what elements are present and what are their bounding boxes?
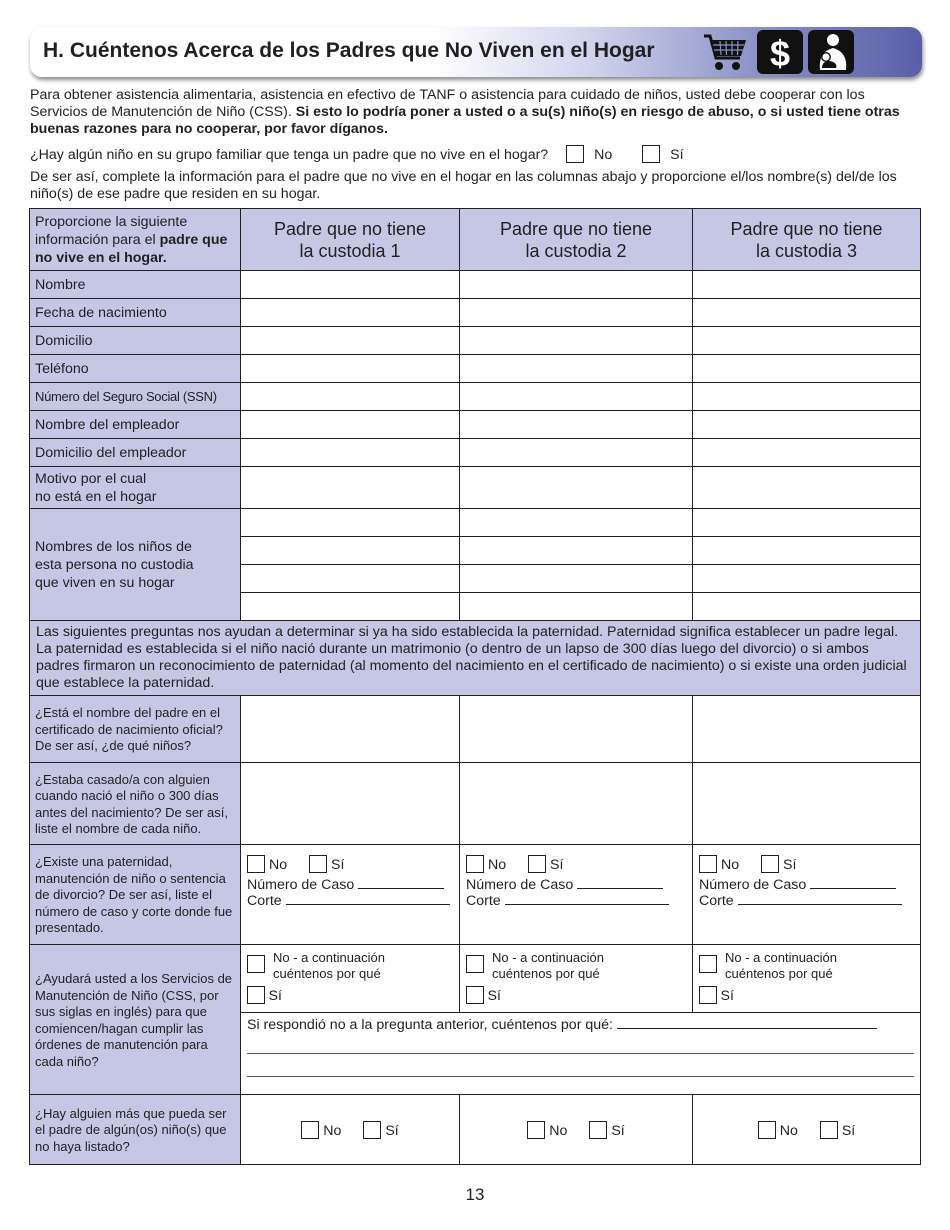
empleador-field-1[interactable]	[241, 411, 460, 439]
row-label-motivo: Motivo por el cual no está en el hogar	[30, 467, 241, 509]
numero-caso-input-2[interactable]	[577, 888, 663, 889]
household-no-checkbox[interactable]	[566, 145, 584, 163]
ayudara-no-checkbox-3[interactable]	[699, 955, 717, 973]
question-alguien: ¿Hay alguien más que pueda ser el padre de algún(os) niño(s) que no haya listado?	[30, 1095, 241, 1165]
reason-label: Si respondió no a la pregunta anterior, cuéntenos por qué:	[247, 1017, 613, 1033]
empleador-field-2[interactable]	[460, 411, 693, 439]
motivo-field-3[interactable]	[693, 467, 921, 509]
household-question	[30, 145, 920, 164]
household-si-label: Sí	[670, 147, 684, 163]
column-header-1: Padre que no tiene la custodia 1	[241, 209, 460, 271]
alguien-cell-1: No Sí	[241, 1095, 460, 1165]
nino-field-4-1[interactable]	[241, 593, 460, 621]
alguien-cell-3: No Sí	[693, 1095, 921, 1165]
dollar-icon	[757, 30, 803, 74]
paternidad-si-checkbox-3[interactable]	[761, 855, 779, 873]
question-casado: ¿Estaba casado/a con alguien cuando nació el niño o 300 días antes del nacimiento? De ser así, liste el nombre de cada niño.	[30, 763, 241, 845]
nino-field-2-1[interactable]	[241, 537, 460, 565]
ayudara-si-checkbox-3[interactable]	[699, 986, 717, 1004]
paternidad-no-checkbox-1[interactable]	[247, 855, 265, 873]
alguien-cell-2: No Sí	[460, 1095, 693, 1165]
casado-field-3[interactable]	[693, 763, 921, 845]
corte-input-1[interactable]	[286, 904, 450, 905]
telefono-field-2[interactable]	[460, 355, 693, 383]
telefono-field-1[interactable]	[241, 355, 460, 383]
ayudara-cell-3: No - a continuación cuéntenos por qué Sí	[693, 945, 921, 1013]
reason-input-1[interactable]	[617, 1028, 877, 1029]
household-no-label: No	[594, 147, 613, 163]
alguien-no-checkbox-1[interactable]	[301, 1121, 319, 1139]
motivo-field-1[interactable]	[241, 467, 460, 509]
nino-field-1-1[interactable]	[241, 509, 460, 537]
alguien-si-checkbox-2[interactable]	[589, 1121, 607, 1139]
certificado-field-2[interactable]	[460, 696, 693, 763]
casado-field-2[interactable]	[460, 763, 693, 845]
fecha-field-1[interactable]	[241, 299, 460, 327]
nino-field-4-2[interactable]	[460, 593, 693, 621]
alguien-si-checkbox-3[interactable]	[820, 1121, 838, 1139]
column-header-2: Padre que no tiene la custodia 2	[460, 209, 693, 271]
intro-bold-text: Si esto lo podría poner a usted o a su(s) niño(s) en riesgo de abuso, o si usted tiene otras buenas razones para no cooperar, por favor díganos.	[30, 104, 900, 137]
ayudara-no-checkbox-2[interactable]	[466, 955, 484, 973]
paternidad-si-checkbox-2[interactable]	[528, 855, 546, 873]
ayudara-cell-1: No - a continuación cuéntenos por qué Sí	[241, 945, 460, 1013]
row-label-ssn: Número del Seguro Social (SSN)	[30, 383, 241, 411]
fecha-field-2[interactable]	[460, 299, 693, 327]
nino-field-1-2[interactable]	[460, 509, 693, 537]
parent-child-icon	[808, 30, 854, 74]
nino-field-3-2[interactable]	[460, 565, 693, 593]
reason-input-3[interactable]	[247, 1054, 914, 1077]
question-paternidad: ¿Existe una paternidad, manutención de niño o sentencia de divorcio? De ser así, liste el número de caso y corte donde fue presentado.	[30, 845, 241, 945]
domicilio-empleador-field-1[interactable]	[241, 439, 460, 467]
numero-caso-input-3[interactable]	[810, 888, 896, 889]
household-question-text: ¿Hay algún niño en su grupo familiar que tenga un padre que no vive en el hogar?	[30, 147, 549, 163]
alguien-si-checkbox-1[interactable]	[363, 1121, 381, 1139]
domicilio-field-1[interactable]	[241, 327, 460, 355]
empleador-field-3[interactable]	[693, 411, 921, 439]
alguien-no-checkbox-2[interactable]	[527, 1121, 545, 1139]
fecha-field-3[interactable]	[693, 299, 921, 327]
nino-field-1-3[interactable]	[693, 509, 921, 537]
nino-field-3-3[interactable]	[693, 565, 921, 593]
casado-field-1[interactable]	[241, 763, 460, 845]
ayudara-no-checkbox-1[interactable]	[247, 955, 265, 973]
instruction-paragraph: De ser así, complete la información para el padre que no vive en el hogar en las columnas abajo y proporcione el/los nombre(s) del/de los niño(s) de ese padre que residen en su hogar.	[30, 169, 897, 202]
row-label-ninos: Nombres de los niños de esta persona no custodia que viven en su hogar	[30, 509, 241, 621]
ssn-field-3[interactable]	[693, 383, 921, 411]
ssn-field-1[interactable]	[241, 383, 460, 411]
question-certificado: ¿Está el nombre del padre en el certificado de nacimiento oficial? De ser así, ¿de qué niños?	[30, 696, 241, 763]
paternidad-cell-1: No Sí Número de Caso Corte	[241, 845, 460, 945]
nombre-field-1[interactable]	[241, 271, 460, 299]
household-si-checkbox[interactable]	[642, 145, 660, 163]
domicilio-field-3[interactable]	[693, 327, 921, 355]
alguien-no-checkbox-3[interactable]	[758, 1121, 776, 1139]
intro-text: Para obtener asistencia alimentaria, asistencia en efectivo de TANF o asistencia para cuidado de niños, usted debe cooperar con los Servicios de Manutención de Niño (CSS).	[30, 87, 865, 120]
ayudara-si-checkbox-1[interactable]	[247, 986, 265, 1004]
paternidad-no-checkbox-2[interactable]	[466, 855, 484, 873]
reason-input-2[interactable]	[247, 1033, 914, 1054]
nino-field-3-1[interactable]	[241, 565, 460, 593]
shopping-cart-icon	[702, 30, 748, 74]
numero-caso-input-1[interactable]	[358, 888, 444, 889]
ayudara-si-checkbox-2[interactable]	[466, 986, 484, 1004]
row-label-telefono: Teléfono	[30, 355, 241, 383]
domicilio-field-2[interactable]	[460, 327, 693, 355]
certificado-field-3[interactable]	[693, 696, 921, 763]
svg-text:$: $	[769, 33, 791, 74]
question-ayudara: ¿Ayudará usted a los Servicios de Manutención de Niño (CSS, por sus siglas en inglés) para que comiencen/hagan cumplir las órdenes de manutención para cada niño?	[30, 945, 241, 1095]
ayudara-cell-2: No - a continuación cuéntenos por qué Sí	[460, 945, 693, 1013]
motivo-field-2[interactable]	[460, 467, 693, 509]
column-header-3: Padre que no tiene la custodia 3	[693, 209, 921, 271]
nino-field-2-3[interactable]	[693, 537, 921, 565]
row-label-empleador: Nombre del empleador	[30, 411, 241, 439]
row-label-fecha: Fecha de nacimiento	[30, 299, 241, 327]
nombre-field-3[interactable]	[693, 271, 921, 299]
section-title: H. Cuéntenos Acerca de los Padres que No Viven en el Hogar	[43, 39, 655, 62]
domicilio-empleador-field-2[interactable]	[460, 439, 693, 467]
row-label-domicilio-empleador: Domicilio del empleador	[30, 439, 241, 467]
nino-field-4-3[interactable]	[693, 593, 921, 621]
nombre-field-2[interactable]	[460, 271, 693, 299]
certificado-field-1[interactable]	[241, 696, 460, 763]
ssn-field-2[interactable]	[460, 383, 693, 411]
page-number: 13	[465, 1185, 485, 1204]
section-header	[30, 27, 922, 77]
paternidad-si-checkbox-1[interactable]	[309, 855, 327, 873]
paternity-info: Las siguientes preguntas nos ayudan a determinar si ya ha sido establecida la paternidad. Paternidad significa establecer un padre legal. La paternidad es establecida si el niño nació durante un matrimonio (o dentro de un lapso de 300 días luego del divorcio) o si ambos padres firmaron un reconocimiento de paternidad (al momento del nacimiento en el certificado de nacimiento) o si existe una orden judicial que establece la paternidad.	[30, 621, 921, 696]
corte-input-2[interactable]	[505, 904, 669, 905]
paternidad-cell-2: No Sí Número de Caso Corte	[460, 845, 693, 945]
reason-cell	[241, 1013, 921, 1095]
corte-input-3[interactable]	[738, 904, 902, 905]
paternidad-no-checkbox-3[interactable]	[699, 855, 717, 873]
domicilio-empleador-field-3[interactable]	[693, 439, 921, 467]
absent-parent-table	[29, 208, 921, 1165]
corner-label: Proporcione la siguiente información para el padre que no vive en el hogar.	[30, 209, 241, 271]
nino-field-2-2[interactable]	[460, 537, 693, 565]
paternidad-cell-3: No Sí Número de Caso Corte	[693, 845, 921, 945]
intro-paragraph	[30, 87, 920, 138]
row-label-domicilio: Domicilio	[30, 327, 241, 355]
telefono-field-3[interactable]	[693, 355, 921, 383]
row-label-nombre: Nombre	[30, 271, 241, 299]
